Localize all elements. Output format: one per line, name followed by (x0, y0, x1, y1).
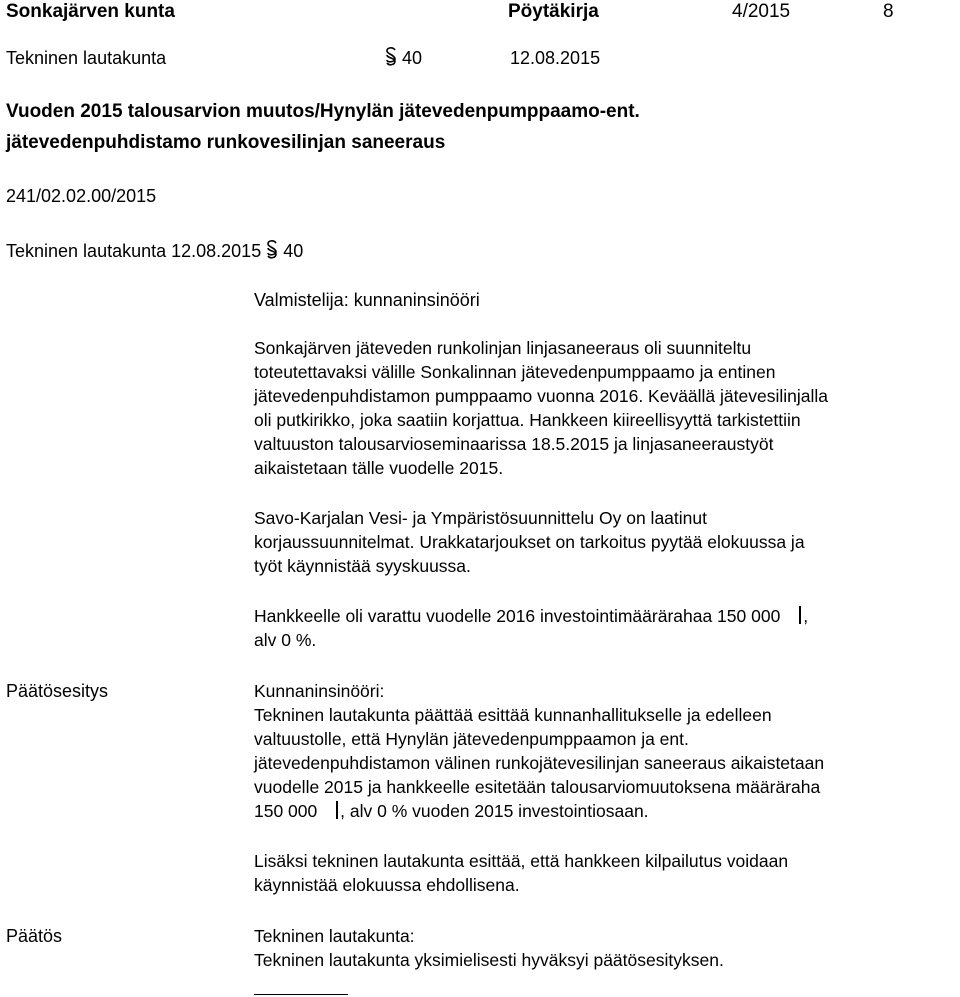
paragraph-1-line-6: aikaistetaan tälle vuodelle 2015. (254, 458, 504, 478)
proposal-extra-line-2: käynnistää elokuussa ehdollisena. (254, 875, 520, 895)
funding-line-2: alv 0 %. (254, 630, 317, 650)
organization-name: Sonkajärven kunta (6, 1, 175, 22)
header-section (380, 46, 422, 70)
paragraph-1-line-1: Sonkajärven jäteveden runkolinjan linjasaneeraus oli suunniteltu (254, 338, 752, 358)
proposal-line-5 (254, 799, 649, 823)
euro-sign-icon (322, 801, 338, 819)
paragraph-2-line-3: työt käynnistää syyskuussa. (254, 556, 471, 576)
decision-speaker: Tekninen lautakunta: (254, 926, 415, 946)
proposal-line-4: vuodelle 2015 ja hankkeelle esitetään talousarviomuutoksena määräraha (254, 777, 821, 797)
proposal-speaker: Kunnaninsinööri: (254, 681, 385, 701)
euro-sign-icon (785, 606, 801, 624)
funding-line-1-suffix: , (803, 606, 809, 626)
header-date: 12.08.2015 (510, 48, 601, 68)
proposal-label: Päätösesitys (6, 681, 109, 701)
paragraph-1-line-3: jätevedenpuhdistamon pumppaamo vuonna 2016. Keväällä jätevesilinjalla (254, 386, 829, 406)
meeting-line (6, 239, 303, 263)
meeting-line-text: Tekninen lautakunta 12.08.2015 (6, 241, 262, 261)
paragraph-1-line-2: toteutettavaksi välille Sonkalinnan jätevedenpumppaamo ja entinen (254, 362, 776, 382)
funding-line-1 (254, 604, 808, 628)
paragraph-1-line-5: valtuuston talousarvioseminaarissa 18.5.2015 ja linjasaneeraustyöt (254, 434, 774, 454)
page-number: 8 (883, 1, 894, 22)
proposal-line-5-suffix: , alv 0 % vuoden 2015 investointiosaan. (340, 801, 649, 821)
section-sign-icon (380, 46, 402, 70)
document-type: Pöytäkirja (508, 1, 599, 22)
title-line-1: Vuoden 2015 talousarvion muutos/Hynylän jätevedenpumppaamo-ent. (6, 101, 640, 122)
title-line-2: jätevedenpuhdistamo runkovesilinjan saneeraus (6, 132, 446, 153)
reference-number: 241/02.02.00/2015 (6, 186, 157, 206)
paragraph-1-line-4: oli putkirikko, joka saatiin korjattua. Hankkeen kiireellisyyttä tarkistettiin (254, 410, 801, 430)
preparer: Valmistelija: kunnaninsinööri (254, 290, 480, 310)
meeting-section-number: 40 (283, 241, 304, 261)
paragraph-2-line-2: korjaussuunnitelmat. Urakkatarjoukset on tarkoitus pyytää elokuussa ja (254, 532, 805, 552)
document-number: 4/2015 (732, 1, 791, 22)
proposal-line-1: Tekninen lautakunta päättää esittää kunnanhallitukselle ja edelleen (254, 705, 772, 725)
committee-name: Tekninen lautakunta (6, 48, 167, 68)
decision-label: Päätös (6, 926, 63, 946)
proposal-amount: 150 000 (254, 801, 318, 821)
proposal-extra-line-1: Lisäksi tekninen lautakunta esittää, että hankkeen kilpailutus voidaan (254, 851, 789, 871)
header-section-number: 40 (402, 48, 423, 68)
funding-line-1-text: Hankkeelle oli varattu vuodelle 2016 investointimäärärahaa 150 000 (254, 606, 781, 626)
proposal-line-2: valtuustolle, että Hynylän jätevedenpumppaamon ja ent. (254, 729, 689, 749)
paragraph-2-line-1: Savo-Karjalan Vesi- ja Ympäristösuunnittelu Oy on laatinut (254, 508, 707, 528)
section-sign-icon (261, 239, 283, 263)
decision-text: Tekninen lautakunta yksimielisesti hyväksyi päätösesityksen. (254, 950, 724, 970)
proposal-line-3: jätevedenpuhdistamon välinen runkojätevesilinjan saneeraus aikaistetaan (254, 753, 825, 773)
end-rule (254, 994, 348, 995)
